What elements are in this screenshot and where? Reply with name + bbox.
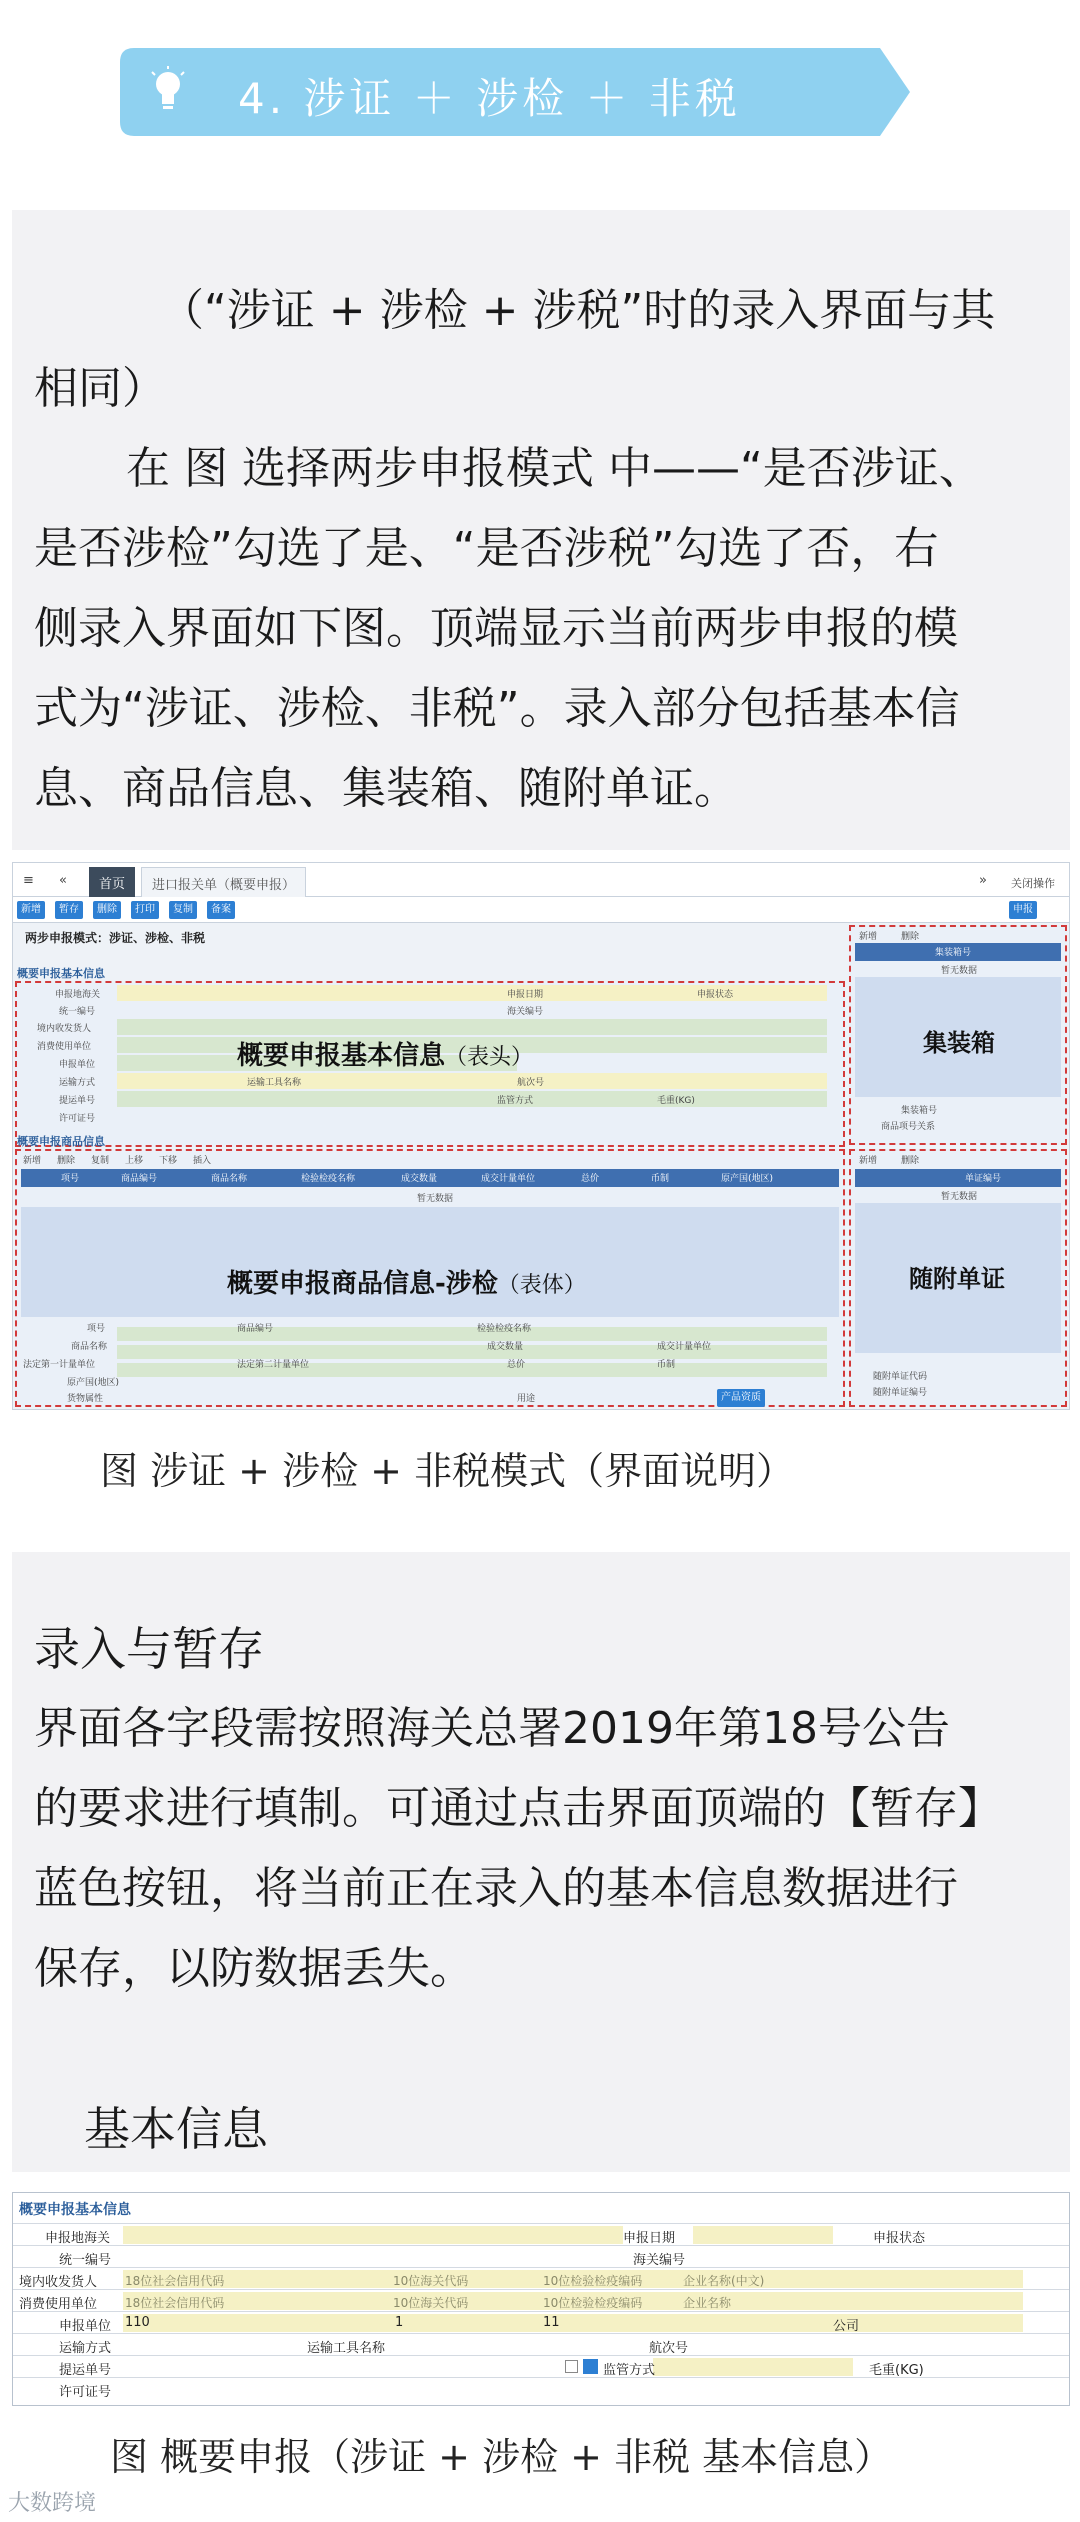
tab-home[interactable]: 首页	[89, 867, 135, 897]
field-label: 航次号	[517, 1078, 545, 1088]
form-row	[13, 2245, 1069, 2267]
goods-action[interactable]: 复制	[91, 1156, 110, 1166]
column-header: 商品编号	[121, 1174, 158, 1184]
column-header: 集装箱号	[935, 948, 972, 958]
section2-title: 录入与暂存	[34, 1622, 264, 1676]
goods-action[interactable]: 下移	[159, 1156, 178, 1166]
intro-note-line2: 相同）	[34, 363, 166, 414]
field-value: 1	[395, 2315, 404, 2330]
docs-new-button[interactable]: 新增	[859, 1156, 878, 1166]
lookup-button[interactable]	[583, 2359, 598, 2374]
field-label: 统一编号	[59, 2253, 112, 2268]
form-row	[13, 2355, 1069, 2377]
field-label: 法定第二计量单位	[237, 1360, 310, 1370]
field-label: 申报状态	[697, 990, 734, 1000]
basic-info-panel	[15, 981, 845, 1147]
field-label: 申报日期	[507, 990, 544, 1000]
lightbulb-icon	[148, 66, 188, 118]
field-label: 随附单证编号	[873, 1388, 928, 1398]
goods-action[interactable]: 插入	[193, 1156, 212, 1166]
field-placeholder: 18位社会信用代码	[125, 2296, 225, 2310]
column-header: 项号	[61, 1174, 80, 1184]
banner-title: 4. 涉证 ＋ 涉检 ＋ 非税	[238, 74, 741, 123]
delete-button[interactable]: 删除	[93, 901, 121, 919]
field-label: 申报地海关	[45, 2231, 111, 2246]
section-goods-label: 概要申报商品信息	[17, 1135, 105, 1148]
field-row	[117, 1091, 827, 1107]
no-data-text: 暂无数据	[417, 1194, 454, 1204]
no-data-text: 暂无数据	[941, 1192, 978, 1202]
field-input[interactable]	[123, 2314, 1023, 2332]
checkbox[interactable]	[565, 2360, 578, 2373]
mode-interface-screenshot	[12, 862, 1070, 1410]
field-label: 境内收发货人	[19, 2275, 98, 2290]
field-row	[117, 1363, 827, 1377]
field-label: 商品编号	[237, 1324, 274, 1334]
docs-grid-header	[855, 1169, 1061, 1187]
field-value: 公司	[833, 2319, 860, 2334]
field-label: 统一编号	[59, 1007, 96, 1017]
field-placeholder: 10位海关代码	[393, 2296, 469, 2310]
field-label: 监管方式	[497, 1096, 534, 1106]
docs-delete-button[interactable]: 删除	[901, 1156, 920, 1166]
field-label: 申报单位	[59, 2319, 112, 2334]
section2-subtitle: 基本信息	[84, 2102, 268, 2156]
field-label: 申报地海关	[55, 990, 101, 1000]
field-placeholder: 18位社会信用代码	[125, 2274, 225, 2288]
field-label: 监管方式	[603, 2363, 656, 2378]
intro-note-line1: （“涉证 + 涉检 + 涉税”时的录入界面与其	[160, 285, 996, 336]
intro-body-line: 息、商品信息、集装箱、随附单证。	[34, 763, 738, 814]
basic-info-title: 概要申报基本信息	[19, 2202, 131, 2218]
field-label: 成交数量	[487, 1342, 524, 1352]
field-label: 原产国(地区)	[67, 1378, 120, 1388]
field-label: 总价	[507, 1360, 526, 1370]
column-header: 成交计量单位	[481, 1174, 536, 1184]
print-button[interactable]: 打印	[131, 901, 159, 919]
column-header: 成交数量	[401, 1174, 438, 1184]
basic-info-callout	[237, 1035, 533, 1072]
field-value: 11	[543, 2315, 560, 2330]
new-button[interactable]: 新增	[17, 901, 45, 919]
basic-info-callout-suffix: （表头）	[445, 1045, 534, 1070]
field-label: 海关编号	[507, 1007, 544, 1017]
field-label: 提运单号	[59, 1096, 96, 1106]
field-label: 货物属性	[67, 1394, 104, 1404]
field-label: 成交计量单位	[657, 1342, 712, 1352]
close-operations-menu[interactable]: 关闭操作	[1011, 877, 1055, 890]
declare-button[interactable]: 申报	[1009, 901, 1037, 919]
field-row	[117, 1073, 827, 1089]
form-row	[13, 2289, 1069, 2311]
field-label: 消费使用单位	[19, 2297, 98, 2312]
form-row	[13, 2267, 1069, 2289]
next-tab-icon[interactable]: »	[979, 873, 987, 888]
field-label: 境内收发货人	[37, 1024, 92, 1034]
field-label: 商品项号关系	[881, 1122, 936, 1132]
goods-grid-body	[21, 1207, 839, 1317]
section2-line: 保存，以防数据丢失。	[34, 1943, 474, 1994]
field-placeholder: 企业名称	[683, 2296, 732, 2310]
container-grid-header	[855, 943, 1061, 961]
field-label: 申报日期	[623, 2231, 676, 2246]
field-placeholder: 企业名称(中文)	[683, 2274, 765, 2288]
section2-line: 的要求进行填制。可通过点击界面顶端的【暂存】	[34, 1783, 1002, 1834]
watermark-logo: 大数跨境	[8, 2491, 97, 2516]
copy-button[interactable]: 复制	[169, 901, 197, 919]
section2-line: 蓝色按钮，将当前正在录入的基本信息数据进行	[34, 1863, 958, 1914]
field-label: 法定第一计量单位	[23, 1360, 96, 1370]
menu-icon[interactable]: ≡	[23, 873, 34, 888]
field-placeholder: 10位检验检疫编码	[543, 2274, 643, 2288]
intro-body-line: 式为“涉证、涉检、非税”。录入部分包括基本信	[34, 683, 960, 734]
field-label: 申报单位	[59, 1060, 96, 1070]
container-delete-button[interactable]: 删除	[901, 932, 920, 942]
field-placeholder: 10位海关代码	[393, 2274, 469, 2288]
field-label: 随附单证代码	[873, 1372, 928, 1382]
field-label: 消费使用单位	[37, 1042, 92, 1052]
field-placeholder: 10位检验检疫编码	[543, 2296, 643, 2310]
field-label: 商品名称	[71, 1342, 108, 1352]
intro-body-line: 侧录入界面如下图。顶端显示当前两步申报的模	[34, 603, 958, 654]
intro-body-line: 是否涉检”勾选了是、“是否涉税”勾选了否，右	[34, 523, 939, 574]
field-value: 110	[125, 2315, 150, 2330]
basic-info-screenshot	[12, 2192, 1070, 2406]
form-row	[13, 2223, 1069, 2245]
field-label: 运输工具名称	[247, 1078, 302, 1088]
field-input[interactable]	[693, 2226, 833, 2244]
declaration-mode: 两步申报模式：涉证、涉检、非税	[25, 931, 206, 945]
container-panel	[849, 925, 1067, 1145]
goods-grid-header	[21, 1169, 839, 1187]
field-label: 申报状态	[873, 2231, 926, 2246]
attached-docs-panel	[849, 1149, 1067, 1407]
prev-tab-icon[interactable]: «	[59, 873, 67, 888]
container-new-button[interactable]: 新增	[859, 932, 878, 942]
column-header: 币制	[651, 1174, 670, 1184]
attached-docs-callout: 随附单证	[909, 1265, 1005, 1293]
intro-body-line: 在 图 选择两步申报模式 中——“是否涉证、	[126, 443, 983, 494]
action-toolbar	[13, 897, 1069, 923]
goods-info-callout	[227, 1263, 586, 1300]
goods-action[interactable]: 删除	[57, 1156, 76, 1166]
field-row	[117, 1327, 827, 1341]
field-label: 航次号	[649, 2341, 689, 2356]
field-label: 集装箱号	[901, 1106, 938, 1116]
column-header: 单证编号	[965, 1174, 1002, 1184]
field-label: 运输方式	[59, 1078, 96, 1088]
goods-action[interactable]: 上移	[125, 1156, 144, 1166]
column-header: 检验检疫名称	[301, 1174, 356, 1184]
product-qualification-button[interactable]: 产品资质	[717, 1389, 765, 1407]
form-row	[13, 2333, 1069, 2355]
basic-info-callout-text: 概要申报基本信息	[237, 1041, 446, 1071]
column-header: 原产国(地区)	[721, 1174, 774, 1184]
field-label: 运输工具名称	[307, 2341, 386, 2356]
field-input[interactable]	[123, 2226, 623, 2244]
field-label: 检验检疫名称	[477, 1324, 532, 1334]
goods-info-callout-suffix: （表体）	[497, 1273, 586, 1298]
figure-caption-1: 图 涉证 + 涉检 + 非税模式（界面说明）	[100, 1449, 795, 1493]
field-label: 海关编号	[633, 2253, 686, 2268]
field-label: 项号	[87, 1324, 106, 1334]
section2-line: 界面各字段需按照海关总署2019年第18号公告	[34, 1703, 950, 1754]
temp-save-button[interactable]: 暂存	[55, 901, 83, 919]
field-label: 提运单号	[59, 2363, 112, 2378]
field-label: 毛重(KG)	[869, 2363, 924, 2378]
field-label: 币制	[657, 1360, 676, 1370]
form-row	[13, 2377, 1069, 2399]
no-data-text: 暂无数据	[941, 966, 978, 976]
field-label: 许可证号	[59, 2385, 112, 2400]
field-row	[117, 1345, 827, 1359]
goods-action[interactable]: 新增	[23, 1156, 42, 1166]
figure-caption-2: 图 概要申报（涉证 + 涉检 + 非税 基本信息）	[110, 2435, 893, 2479]
goods-info-panel	[15, 1149, 845, 1407]
column-header: 商品名称	[211, 1174, 248, 1184]
field-label: 用途	[517, 1394, 536, 1404]
field-row	[117, 1019, 827, 1035]
record-button[interactable]: 备案	[207, 901, 235, 919]
container-callout: 集装箱	[923, 1029, 995, 1057]
tab-bar	[13, 863, 1069, 897]
field-label: 许可证号	[59, 1114, 96, 1124]
form-row	[13, 2311, 1069, 2333]
section-basic-label: 概要申报基本信息	[17, 967, 105, 980]
tab-import-declaration[interactable]: 进口报关单（概要申报）	[141, 867, 306, 897]
column-header: 总价	[581, 1174, 600, 1184]
field-label: 运输方式	[59, 2341, 112, 2356]
field-input[interactable]	[653, 2358, 853, 2376]
field-label: 毛重(KG)	[657, 1096, 695, 1106]
goods-info-callout-text: 概要申报商品信息-涉检	[227, 1269, 498, 1299]
section-banner	[120, 48, 910, 136]
